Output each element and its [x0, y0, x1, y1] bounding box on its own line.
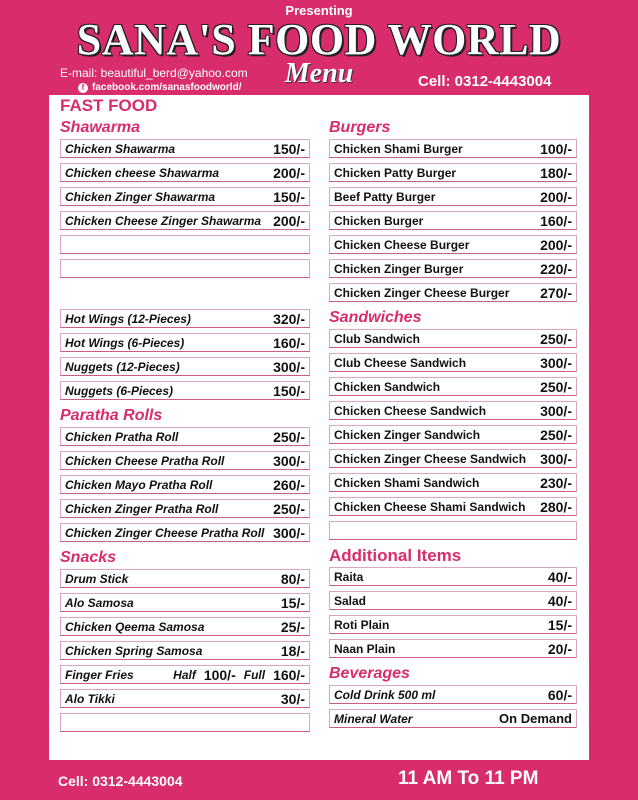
menu-row [329, 329, 577, 348]
menu-row [329, 639, 577, 658]
item-price: 280/- [540, 498, 572, 515]
menu-row [329, 449, 577, 468]
item-price: 250/- [540, 378, 572, 395]
item-price: 160/- [273, 334, 305, 351]
menu-row [329, 353, 577, 372]
item-name: Alo Tikki [65, 691, 115, 706]
item-name: Chicken Patty Burger [334, 165, 457, 180]
item-price: 150/- [273, 382, 305, 399]
item-price: 100/- [540, 140, 572, 157]
item-price: 300/- [273, 452, 305, 469]
item-name: Beef Patty Burger [334, 189, 436, 204]
menu-row [60, 569, 310, 588]
item-name: Cold Drink 500 ml [334, 687, 436, 702]
item-price: 300/- [540, 402, 572, 419]
menu-row [60, 427, 310, 446]
item-name: Chicken Cheese Zinger Shawarma [65, 213, 262, 228]
item-price: 18/- [280, 642, 305, 659]
item-name: Chicken Qeema Samosa [65, 619, 205, 634]
menu-row [60, 593, 310, 612]
item-name: Chicken Sandwich [334, 379, 441, 394]
menu-row [329, 211, 577, 230]
fast-food-heading: FAST FOOD [60, 96, 158, 115]
menu-row [329, 497, 577, 516]
blank-row [60, 235, 310, 254]
menu-row [329, 615, 577, 634]
opening-hours: 11 AM To 11 PM [398, 768, 539, 789]
item-name: Nuggets (6-Pieces) [65, 383, 174, 398]
item-price: 150/- [273, 188, 305, 205]
menu-row [329, 163, 577, 182]
cell-number-bottom: Cell: 0312-4443004 [58, 773, 183, 789]
menu-row [60, 139, 310, 158]
item-price: 230/- [540, 474, 572, 491]
half-label: Half [173, 667, 196, 682]
item-price: On Demand [499, 711, 572, 726]
item-price: 180/- [540, 164, 572, 181]
menu-row [329, 235, 577, 254]
item-name: Roti Plain [334, 617, 390, 632]
item-name: Hot Wings (6-Pieces) [65, 335, 185, 350]
item-name: Chicken Zinger Sandwich [334, 427, 481, 442]
menu-row [329, 685, 577, 704]
snacks-heading: Snacks [60, 549, 117, 566]
menu-panel [49, 95, 589, 760]
menu-row [60, 309, 310, 328]
cell-number-top: Cell: 0312-4443004 [418, 73, 552, 90]
item-price: 260/- [273, 476, 305, 493]
item-name: Naan Plain [334, 641, 396, 656]
menu-row [329, 567, 577, 586]
item-name: Salad [334, 593, 367, 608]
item-name: Chicken cheese Shawarma [65, 165, 220, 180]
item-name: Chicken Zinger Cheese Burger [334, 285, 510, 300]
item-price: 200/- [540, 188, 572, 205]
item-name: Chicken Pratha Roll [65, 429, 179, 444]
item-price: 150/- [273, 140, 305, 157]
item-name: Chicken Mayo Pratha Roll [65, 477, 213, 492]
item-name: Chicken Cheese Burger [334, 237, 470, 252]
item-name: Chicken Shami Burger [334, 141, 463, 156]
spacer [60, 283, 310, 309]
fries-prices [173, 667, 305, 683]
menu-row [329, 139, 577, 158]
item-price: 60/- [547, 686, 572, 703]
item-price: 250/- [273, 428, 305, 445]
menu-row [60, 451, 310, 470]
menu-row [60, 381, 310, 400]
menu-row [329, 709, 577, 728]
right-column [329, 95, 577, 733]
menu-row [329, 473, 577, 492]
item-price: 160/- [540, 212, 572, 229]
menu-row [60, 187, 310, 206]
menu-row [329, 187, 577, 206]
blank-row [329, 521, 577, 540]
item-price: 80/- [280, 570, 305, 587]
item-name: Chicken Zinger Cheese Pratha Roll [65, 525, 265, 540]
item-name: Club Cheese Sandwich [334, 355, 467, 370]
presenting-label: Presenting [285, 3, 353, 18]
item-name: Chicken Cheese Pratha Roll [65, 453, 225, 468]
item-name: Chicken Zinger Burger [334, 261, 464, 276]
item-price: 250/- [540, 426, 572, 443]
menu-row [60, 475, 310, 494]
item-name: Raita [334, 569, 364, 584]
item-name: Mineral Water [334, 711, 413, 726]
item-price: 300/- [540, 354, 572, 371]
item-price: 300/- [273, 524, 305, 541]
menu-row [60, 641, 310, 660]
finger-fries-row [60, 665, 310, 684]
menu-row [60, 617, 310, 636]
item-name: Chicken Zinger Shawarma [65, 189, 216, 204]
menu-row [60, 333, 310, 352]
item-price: 15/- [280, 594, 305, 611]
paratha-rolls-heading: Paratha Rolls [60, 407, 163, 424]
beverages-heading: Beverages [329, 665, 410, 682]
item-name: Drum Stick [65, 571, 129, 586]
menu-title: Menu [284, 58, 354, 89]
spacer [329, 95, 577, 117]
item-name: Alo Samosa [65, 595, 134, 610]
full-label: Full [243, 667, 266, 682]
item-name: Chicken Zinger Cheese Sandwich [334, 451, 527, 466]
item-name: Chicken Zinger Pratha Roll [65, 501, 219, 516]
item-price: 250/- [273, 500, 305, 517]
menu-row [329, 259, 577, 278]
blank-row [60, 713, 310, 732]
item-price: 40/- [547, 592, 572, 609]
brand-title: SANA'S FOOD WORLD [76, 15, 562, 64]
menu-row [60, 689, 310, 708]
item-name: Club Sandwich [334, 331, 421, 346]
menu-row [60, 523, 310, 542]
item-price: 30/- [280, 690, 305, 707]
menu-row [329, 401, 577, 420]
menu-row [329, 377, 577, 396]
facebook-url: facebook.com/sanasfoodworld/ [92, 82, 242, 93]
item-price: 40/- [547, 568, 572, 585]
menu-row [329, 425, 577, 444]
item-name: Chicken Burger [334, 213, 424, 228]
item-name: Finger Fries [65, 667, 134, 682]
item-price: 200/- [273, 164, 305, 181]
item-price: 320/- [273, 310, 305, 327]
menu-row [329, 591, 577, 610]
sandwiches-heading: Sandwiches [329, 309, 422, 326]
item-price: 200/- [540, 236, 572, 253]
item-name: Chicken Spring Samosa [65, 643, 203, 658]
item-price: 200/- [273, 212, 305, 229]
item-name: Chicken Shawarma [65, 141, 176, 156]
left-column [60, 95, 310, 737]
email-contact: E-mail: beautiful_berd@yahoo.com [60, 66, 248, 80]
half-price: 100/- [203, 666, 236, 683]
menu-row [329, 283, 577, 302]
item-price: 15/- [547, 616, 572, 633]
menu-row [60, 499, 310, 518]
item-name: Chicken Cheese Sandwich [334, 403, 487, 418]
menu-row [60, 357, 310, 376]
full-price: 160/- [273, 666, 305, 683]
menu-row [60, 211, 310, 230]
shawarma-heading: Shawarma [60, 119, 141, 136]
item-price: 20/- [547, 640, 572, 657]
item-price: 220/- [540, 260, 572, 277]
blank-row [60, 259, 310, 278]
item-name: Chicken Shami Sandwich [334, 475, 480, 490]
item-price: 25/- [280, 618, 305, 635]
item-name: Nuggets (12-Pieces) [65, 359, 180, 374]
additional-items-heading: Additional Items [329, 546, 462, 565]
item-name: Chicken Cheese Shami Sandwich [334, 499, 526, 514]
facebook-icon: f [78, 83, 88, 93]
item-price: 300/- [273, 358, 305, 375]
facebook-link [78, 82, 241, 93]
item-price: 270/- [540, 284, 572, 301]
item-name: Hot Wings (12-Pieces) [65, 311, 191, 326]
item-price: 300/- [540, 450, 572, 467]
item-price: 250/- [540, 330, 572, 347]
menu-row [60, 163, 310, 182]
burgers-heading: Burgers [329, 119, 391, 136]
